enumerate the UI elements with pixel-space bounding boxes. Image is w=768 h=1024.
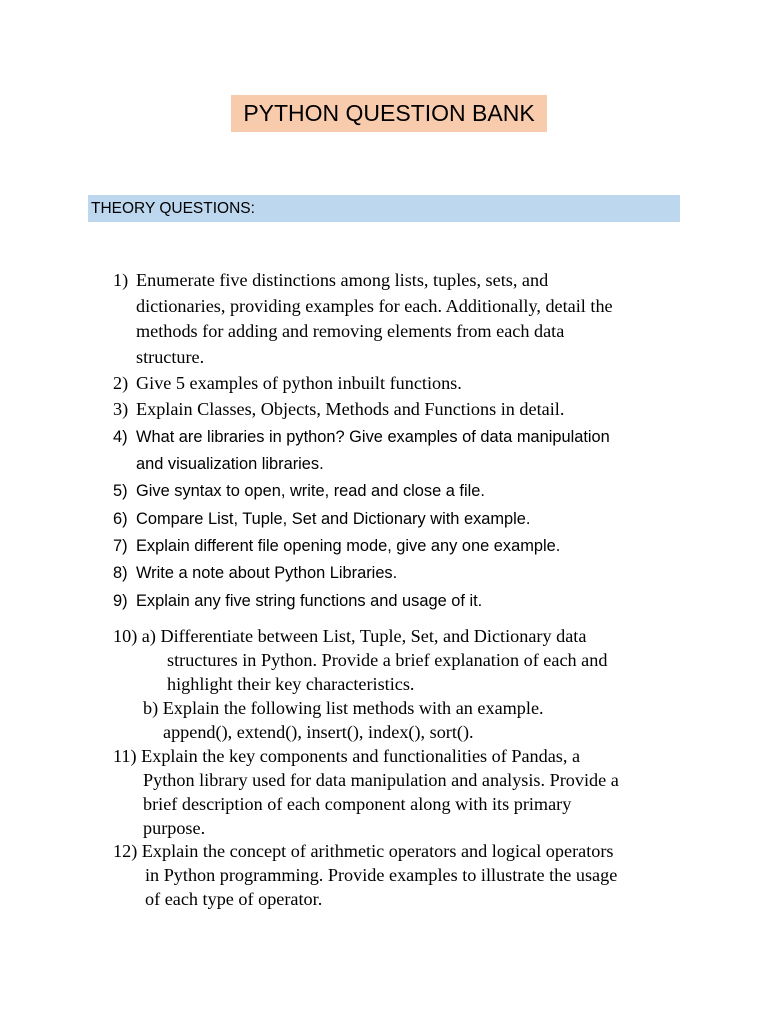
question-line: 11) Explain the key components and functionalities of Pandas, a — [113, 746, 581, 766]
question-line: Python library used for data manipulation and analysis. Provide a — [143, 770, 619, 790]
question-line: 10) a) Differentiate between List, Tuple, Set, and Dictionary data — [113, 626, 587, 646]
question-line: append(), extend(), insert(), index(), sort(). — [163, 722, 474, 742]
question-line: methods for adding and removing elements from each data — [136, 321, 565, 342]
question-number: 5) — [113, 482, 128, 500]
question-line: structure. — [136, 346, 205, 367]
question-text: Give syntax to open, write, read and close a file. — [136, 482, 485, 500]
question-line: in Python programming. Provide examples to illustrate the usage — [145, 865, 618, 885]
question-text — [136, 268, 613, 370]
question-line: Enumerate five distinctions among lists, tuples, sets, and — [136, 270, 549, 290]
question-number: 4) — [113, 428, 128, 446]
question-line: structures in Python. Provide a brief explanation of each and — [167, 650, 608, 670]
question-number: 6) — [113, 510, 128, 528]
section-heading: THEORY QUESTIONS: — [88, 195, 680, 222]
question-text: Give 5 examples of python inbuilt functions. — [136, 373, 462, 393]
question-line: b) Explain the following list methods with an example. — [143, 698, 544, 718]
question-number: 3) — [113, 399, 129, 419]
page-title: PYTHON QUESTION BANK — [231, 95, 547, 132]
question-number: 9) — [113, 592, 128, 610]
question-text: Explain any five string functions and usage of it. — [136, 592, 483, 610]
question-number: 8) — [113, 564, 128, 582]
question-text: Compare List, Tuple, Set and Dictionary with example. — [136, 510, 531, 528]
question-line: What are libraries in python? Give examples of data manipulation — [136, 428, 610, 446]
question-number: 7) — [113, 537, 128, 555]
question-number: 1) — [113, 270, 129, 290]
question-text — [136, 424, 610, 478]
question-line: of each type of operator. — [145, 889, 323, 909]
question-line: highlight their key characteristics. — [167, 674, 415, 694]
question-number: 2) — [113, 373, 129, 393]
question-line: dictionaries, providing examples for each. Additionally, detail the — [136, 295, 613, 316]
question-text: Explain different file opening mode, give any one example. — [136, 537, 561, 555]
question-text: Explain Classes, Objects, Methods and Functions in detail. — [136, 399, 565, 419]
question-line: brief description of each component along with its primary — [143, 794, 572, 814]
question-line: purpose. — [143, 818, 206, 838]
question-line: 12) Explain the concept of arithmetic operators and logical operators — [113, 841, 614, 861]
question-text: Write a note about Python Libraries. — [136, 564, 398, 582]
question-line: and visualization libraries. — [136, 455, 324, 473]
